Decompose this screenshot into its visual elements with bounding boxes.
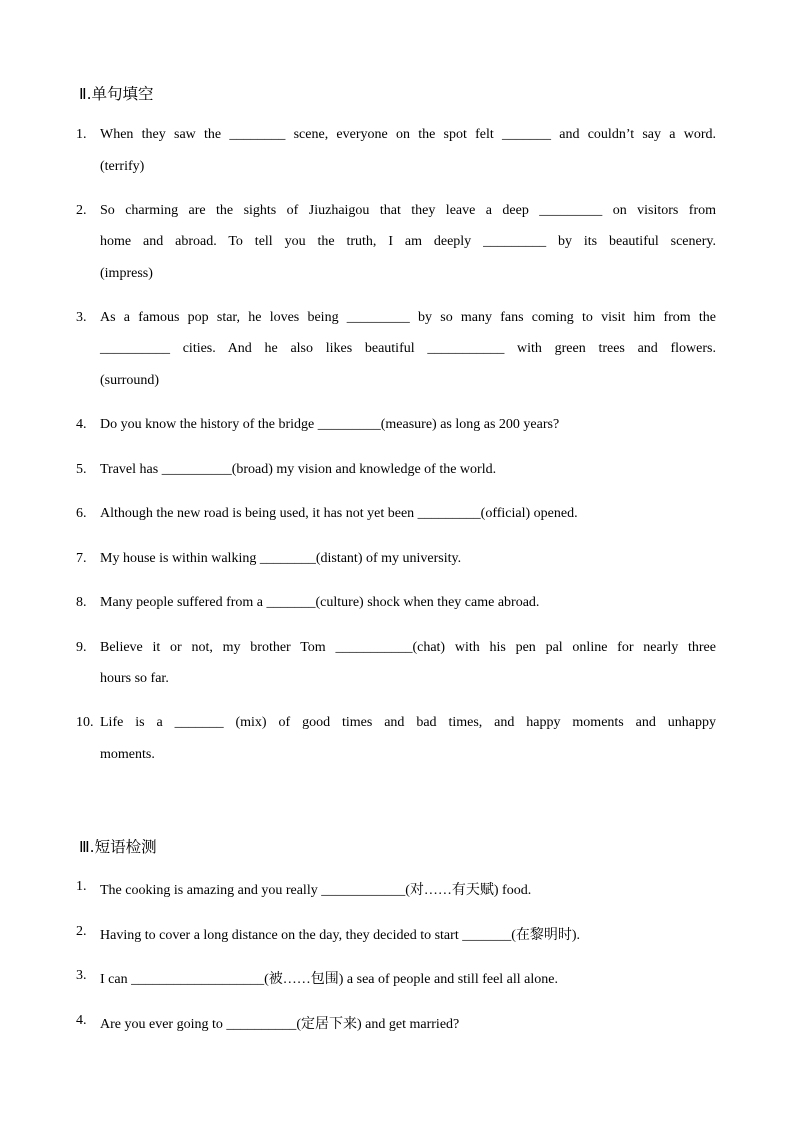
question-text: (surround)	[100, 373, 160, 388]
question-text: home and abroad. To tell you the truth, I am deeply _________ by its beautiful scenery.	[100, 234, 716, 249]
question-number: 7.	[76, 551, 87, 566]
question-text: As a famous pop star, he loves being _________ by so many fans coming to visit him from the	[100, 310, 716, 325]
question-number: 2.	[76, 924, 87, 939]
question-text: When they saw the ________ scene, everyone on the spot felt _______ and couldn’t say a word.	[100, 127, 716, 142]
question-text: So charming are the sights of Jiuzhaigou that they leave a deep _________ on visitors from	[100, 203, 716, 218]
question-text: The cooking is amazing and you really ____________(对……有天赋) food.	[100, 883, 532, 898]
question-text: (impress)	[100, 266, 153, 281]
question-number: 5.	[76, 462, 87, 477]
question-number: 3.	[76, 968, 87, 983]
question-number: 10.	[76, 715, 94, 730]
question-number: 4.	[76, 417, 87, 432]
section-2-heading: Ⅱ.单句填空	[79, 85, 154, 103]
question-text: Do you know the history of the bridge _________(measure) as long as 200 years?	[100, 417, 560, 432]
question-text: hours so far.	[100, 671, 169, 686]
question-text: Travel has __________(broad) my vision and knowledge of the world.	[100, 462, 497, 477]
question-text: moments.	[100, 747, 155, 762]
question-text: __________ cities. And he also likes beautiful ___________ with green trees and flowers.	[100, 341, 716, 356]
question-text: Although the new road is being used, it has not yet been _________(official) opened.	[100, 506, 578, 521]
question-number: 8.	[76, 595, 87, 610]
question-number: 9.	[76, 640, 87, 655]
question-number: 6.	[76, 506, 87, 521]
question-number: 1.	[76, 879, 87, 894]
question-text: Having to cover a long distance on the day, they decided to start _______(在黎明时).	[100, 928, 581, 943]
question-text: I can ___________________(被……包围) a sea of people and still feel all alone.	[100, 972, 558, 987]
question-text: My house is within walking ________(distant) of my university.	[100, 551, 462, 566]
question-text: Are you ever going to __________(定居下来) and get married?	[100, 1017, 460, 1032]
question-number: 1.	[76, 127, 87, 142]
question-text: (terrify)	[100, 159, 145, 174]
question-number: 2.	[76, 203, 87, 218]
question-number: 3.	[76, 310, 87, 325]
question-text: Many people suffered from a _______(culture) shock when they came abroad.	[100, 595, 540, 610]
question-text: Life is a _______ (mix) of good times and bad times, and happy moments and unhappy	[100, 715, 716, 730]
question-number: 4.	[76, 1013, 87, 1028]
section-3-heading: Ⅲ.短语检测	[79, 838, 157, 856]
question-text: Believe it or not, my brother Tom ___________(chat) with his pen pal online for nearly three	[100, 640, 716, 655]
